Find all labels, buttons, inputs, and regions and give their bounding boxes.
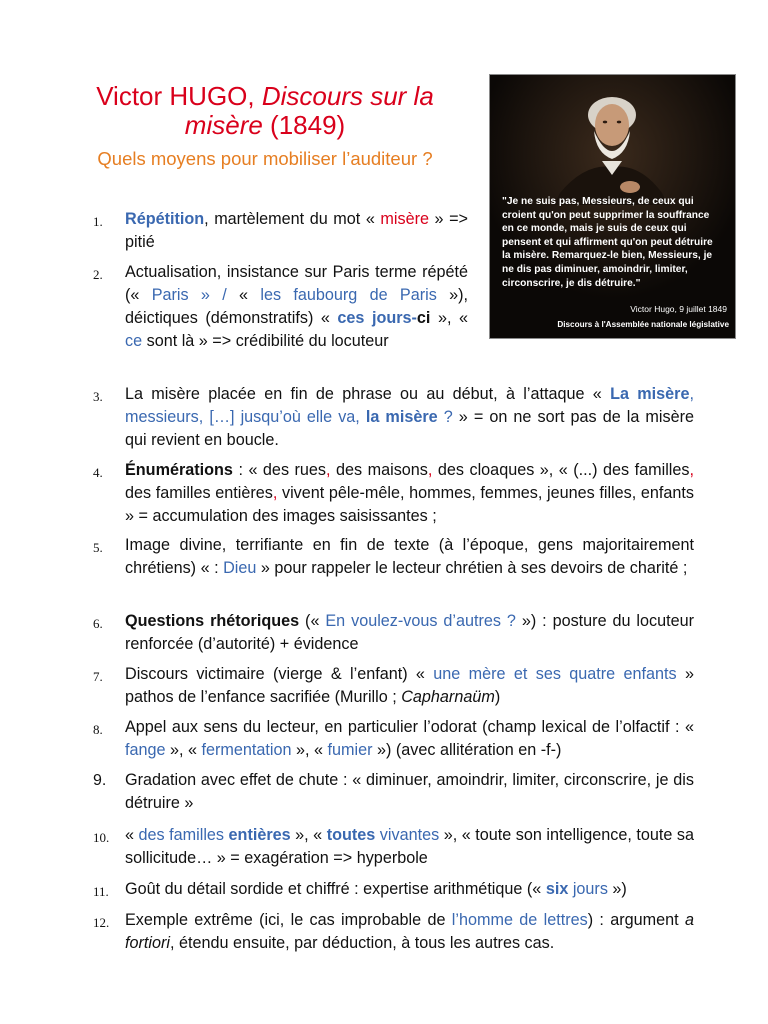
item-text-run: toutes bbox=[326, 826, 376, 844]
item-text-run: des familles entières bbox=[125, 484, 273, 502]
item-text-run: ci bbox=[416, 309, 431, 327]
item-text-run: , messieurs, […] jusqu’où elle va, bbox=[125, 385, 694, 426]
item-number: 12. bbox=[93, 915, 110, 930]
item-text bbox=[125, 383, 694, 452]
item-text-run: » => pitié bbox=[125, 210, 468, 251]
item-text-run: », « bbox=[290, 826, 327, 844]
item-text bbox=[125, 534, 694, 580]
item-text-run: Image divine, terrifiante en fin de texte (à l’époque, gens majoritairement chrétiens) « : bbox=[125, 536, 694, 577]
item-text-run: » = on ne sort pas de la misère qui revient en boucle. bbox=[125, 408, 694, 449]
item-text-run: entières bbox=[228, 826, 291, 844]
item-text bbox=[125, 909, 694, 955]
item-number: 1. bbox=[93, 214, 103, 229]
portrait-quote: "Je ne suis pas, Messieurs, de ceux qui croient qu'on peut supprimer la souffrance en ce monde, mais je suis de ceux qui pensent et qui affirment qu'on peut détruire la misère. Remarquez-le bien, Messieurs, je ne dis pas diminuer, amoindrir, limiter, circonscrire, je dis détruire." bbox=[502, 196, 713, 289]
item-number: 8. bbox=[93, 722, 103, 737]
item-text-run: « bbox=[125, 826, 139, 844]
item-text-run: l’homme de lettres bbox=[451, 911, 588, 929]
item-text-run: », « toute son intelligence, toute sa sollicitude… » = exagération => hyperbole bbox=[125, 826, 694, 867]
title-work: Discours sur la misère bbox=[184, 81, 434, 140]
item-text-run: La misère bbox=[610, 385, 690, 403]
item-text-run: Questions rhétoriques bbox=[125, 612, 300, 630]
item-text bbox=[125, 663, 694, 709]
item-number: 10. bbox=[93, 830, 110, 845]
item-text-run: Énumérations bbox=[125, 461, 233, 479]
item-text-run: misère bbox=[380, 210, 429, 228]
item-text-run: les faubourg de Paris bbox=[260, 286, 437, 304]
title-author: Victor HUGO, bbox=[96, 81, 255, 111]
item-text-run: Capharnaüm bbox=[401, 688, 495, 706]
item-text-run: », « bbox=[430, 309, 468, 327]
item-text-run: des maisons bbox=[330, 461, 428, 479]
item-text-run: une mère et ses quatre enfants bbox=[433, 665, 677, 683]
item-text-run: : « des rues bbox=[232, 461, 327, 479]
item-text-run: Actualisation, insistance sur Paris terme répété (« bbox=[125, 263, 468, 304]
item-text-run: , étendu ensuite, par déduction, à tous les autres cas. bbox=[169, 934, 555, 952]
item-number: 3. bbox=[93, 389, 103, 404]
portrait-image bbox=[489, 74, 736, 339]
item-number: 5. bbox=[93, 540, 103, 555]
item-text-run: ces jours- bbox=[337, 309, 417, 327]
item-text-run: « bbox=[226, 286, 261, 304]
item-number: 9. bbox=[93, 772, 107, 789]
item-text bbox=[125, 261, 468, 353]
item-text-run: »), déictiques (démonstratifs) « bbox=[125, 286, 468, 327]
item-text-run: , bbox=[272, 484, 278, 502]
item-text-run: , bbox=[326, 461, 331, 479]
item-text-run: , bbox=[689, 461, 695, 479]
item-text-run: , bbox=[427, 461, 433, 479]
item-text-run: ») (avec allitération en -f-) bbox=[372, 741, 562, 759]
item-text-run: Discours victimaire (vierge & l’enfant) « bbox=[125, 665, 434, 683]
item-text bbox=[125, 878, 694, 901]
item-text-run: » pathos de l’enfance sacrifiée (Murillo ; bbox=[125, 665, 694, 706]
item-text-run: , martèlement du mot « bbox=[204, 210, 381, 228]
item-text bbox=[125, 824, 694, 870]
item-text-run: ») : posture du locuteur renforcée (d’autorité) + évidence bbox=[125, 612, 695, 653]
item-text-run: Appel aux sens du lecteur, en particulier l’odorat (champ lexical de l’olfactif : « bbox=[125, 718, 694, 736]
item-number: 11. bbox=[93, 884, 109, 899]
title-year: (1849) bbox=[270, 110, 346, 140]
item-number: 7. bbox=[93, 669, 103, 684]
portrait-caption: Discours à l'Assemblée nationale législative bbox=[557, 320, 729, 329]
item-text-run: Exemple extrême (ici, le cas improbable de bbox=[125, 911, 452, 929]
portrait-signature: Victor Hugo, 9 juillet 1849 bbox=[630, 304, 727, 314]
item-text-run: », « bbox=[165, 741, 202, 759]
item-text-run: Goût du détail sordide et chiffré : expertise arithmétique (« bbox=[125, 880, 546, 898]
item-text-run: a fortiori bbox=[125, 911, 694, 952]
item-text-run: vivent pêle-mêle, hommes, femmes, jeunes filles, enfants » = accumulation des images saisissantes ; bbox=[125, 484, 694, 525]
item-text-run: fumier bbox=[327, 741, 373, 759]
item-text-run: En voulez-vous d’autres ? bbox=[325, 612, 516, 630]
document-subtitle: Quels moyens pour mobiliser l’auditeur ? bbox=[97, 148, 433, 169]
item-text-run: fange bbox=[125, 741, 166, 759]
item-text bbox=[125, 716, 694, 762]
item-text-run: Dieu bbox=[223, 559, 257, 577]
item-text-run: six bbox=[545, 880, 569, 898]
item-text-run: La misère placée en fin de phrase ou au début, à l’attaque « bbox=[125, 385, 611, 403]
item-text-run: » pour rappeler le lecteur chrétien à ses devoirs de charité ; bbox=[256, 559, 688, 577]
item-text-run: des familles bbox=[138, 826, 229, 844]
item-text-run: Gradation avec effet de chute : « diminuer, amoindrir, limiter, circonscrire, je dis détruire » bbox=[125, 771, 694, 812]
item-text-run: ) : argument bbox=[587, 911, 685, 929]
item-text-run: ce bbox=[125, 332, 143, 350]
item-text-run: des cloaques », « (...) des familles bbox=[432, 461, 690, 479]
item-text bbox=[125, 610, 694, 656]
item-text-run: (« bbox=[299, 612, 326, 630]
item-text-run: Répétition bbox=[125, 210, 205, 228]
item-text-run: la misère bbox=[365, 408, 438, 426]
item-number: 4. bbox=[93, 465, 103, 480]
item-text bbox=[125, 208, 468, 254]
item-text-run: ») bbox=[607, 880, 627, 898]
item-text-run: ) bbox=[494, 688, 501, 706]
item-text bbox=[125, 769, 694, 815]
item-text-run: », « bbox=[291, 741, 328, 759]
item-number: 2. bbox=[93, 267, 103, 282]
item-number: 6. bbox=[93, 616, 103, 631]
item-text bbox=[125, 459, 694, 528]
item-text-run: sont là » => crédibilité du locuteur bbox=[142, 332, 389, 350]
item-text-run: ? bbox=[437, 408, 453, 426]
item-text-run: vivantes bbox=[375, 826, 440, 844]
item-text-run: fermentation bbox=[201, 741, 292, 759]
item-text-run: jours bbox=[568, 880, 608, 898]
item-text-run: Paris » / bbox=[151, 286, 227, 304]
document-title bbox=[60, 82, 470, 140]
